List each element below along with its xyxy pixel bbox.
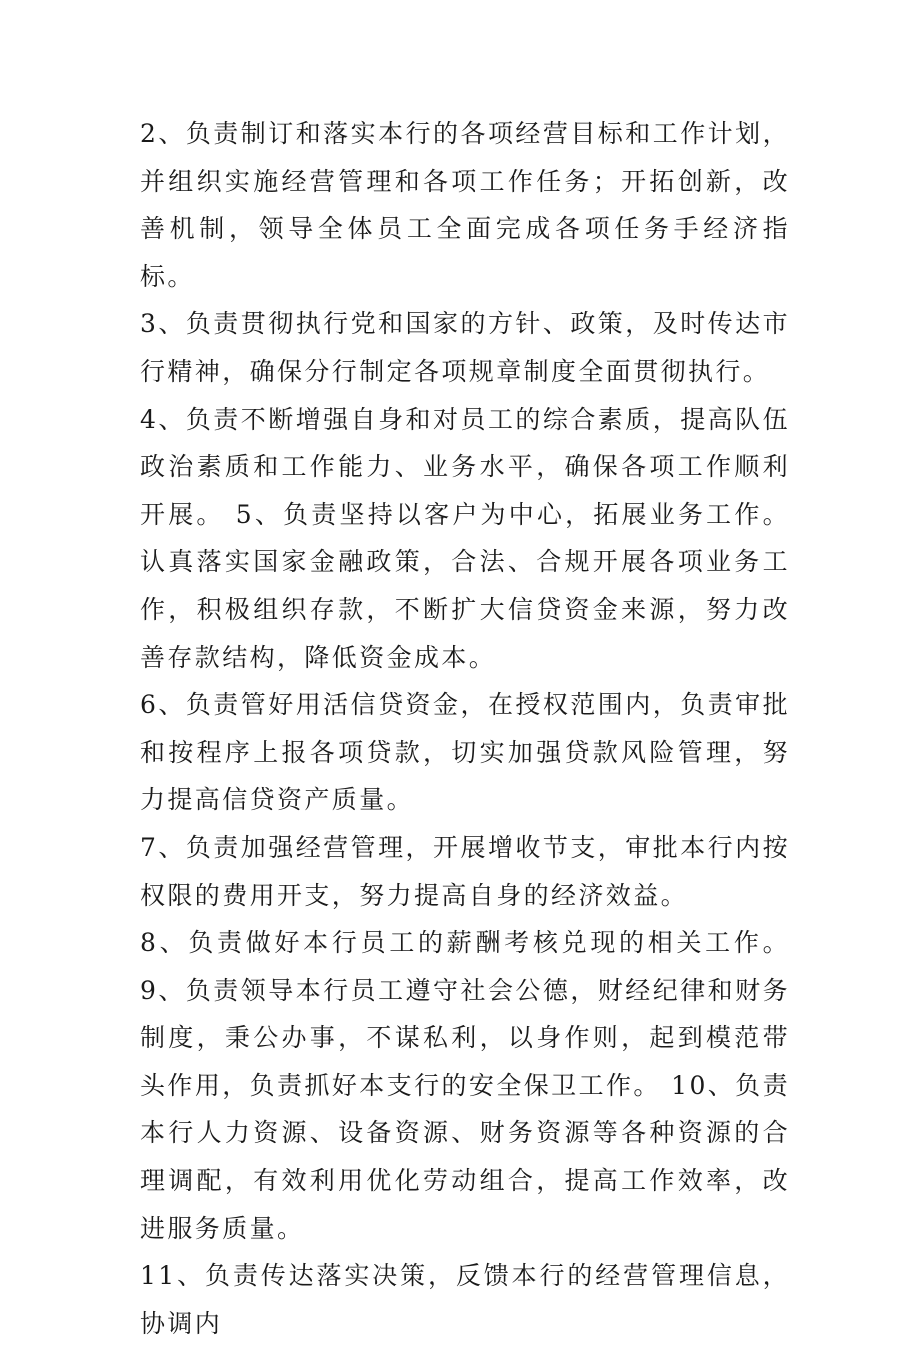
paragraph-item-4-5: 4、负责不断增强自身和对员工的综合素质，提高队伍政治素质和工作能力、业务水平，确保各项工作顺利开展。 5、负责坚持以客户为中心，拓展业务工作。认真落实国家金融政策，合法、合规开展各项业务工作，积极组织存款，不断扩大信贷资金来源，努力改善存款结构，降低资金成本。 [140,404,790,672]
document-body [140,110,790,1347]
paragraph-item-3: 3、负责贯彻执行党和国家的方针、政策，及时传达市行精神，确保分行制定各项规章制度全面贯彻执行。 [140,309,790,386]
paragraph-item-6: 6、负责管好用活信贷资金，在授权范围内，负责审批和按程序上报各项贷款，切实加强贷款风险管理，努力提高信贷资产质量。 [140,690,790,815]
paragraph-item-8-9-10: 8、负责做好本行员工的薪酬考核兑现的相关工作。 9、负责领导本行员工遵守社会公德，财经纪律和财务制度，秉公办事，不谋私利，以身作则，起到模范带头作用，负责抓好本支行的安全保卫工作。 10、负责本行人力资源、设备资源、财务资源等各种资源的合理调配，有效利用优化劳动组合，提高工作效率，改进服务质量。 [140,928,790,1243]
paragraph-item-2: 2、负责制订和落实本行的各项经营目标和工作计划，并组织实施经营管理和各项工作任务；开拓创新，改善机制，领导全体员工全面完成各项任务手经济指标。 [140,119,790,291]
paragraph-item-11: 11、负责传达落实决策，反馈本行的经营管理信息，协调内 [140,1261,790,1338]
paragraph-item-7: 7、负责加强经营管理，开展增收节支，审批本行内按权限的费用开支，努力提高自身的经济效益。 [140,832,790,910]
